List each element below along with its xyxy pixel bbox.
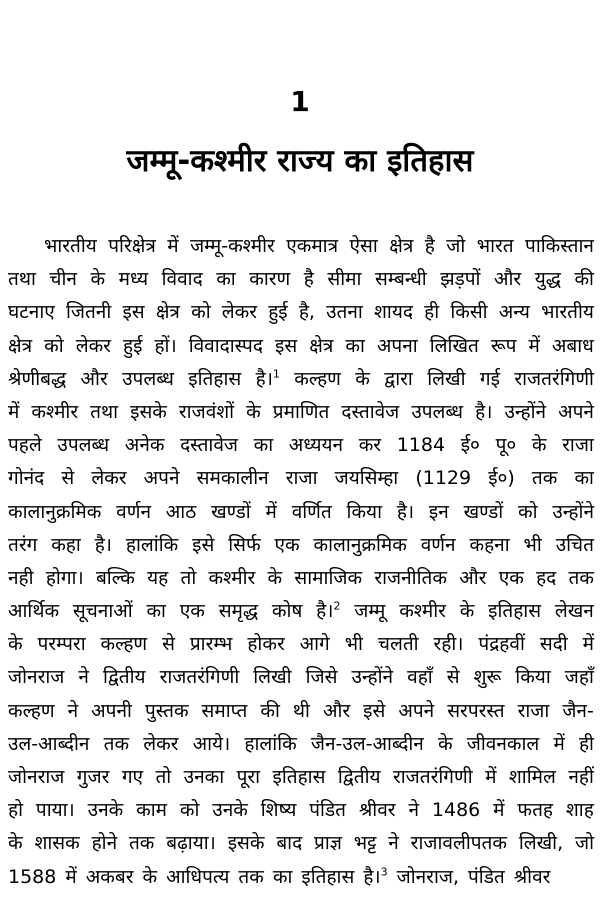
word: पंडित [468,865,505,888]
word: में [65,865,77,888]
word: होने [91,832,118,855]
word: इसे [363,699,386,722]
word: अपने [398,699,435,722]
word: बाद [276,832,303,855]
word: तक [568,566,594,589]
word: से [446,666,460,689]
word: भारत [476,235,514,257]
word: हालांकि [244,732,297,755]
word: हालांकि [125,533,179,556]
word: लेकर [143,732,179,755]
word: के [90,268,106,291]
text-line [8,263,594,296]
word: चीन [49,268,77,291]
word: ने [78,666,89,689]
word: की [260,699,280,722]
word: शुरू [473,666,502,689]
word: परम्परा [37,633,86,656]
word: खण्डों [463,500,504,523]
word: द्वितीय [102,666,146,689]
word: में [485,766,497,788]
word: भी [344,633,363,656]
word: आये। [192,732,231,755]
word: राजा [285,467,318,490]
word: द्वितीय [337,766,381,788]
word: काम [136,799,167,822]
word: गोनंद [8,467,45,490]
word: पुस्तक [144,699,189,722]
word: क्षेत्र [8,334,33,357]
word: शिष्य [260,799,297,822]
word: जहाँ [564,666,594,689]
word: क्षेत्र [389,235,414,257]
word: कहना [469,533,510,556]
word: लेखन [554,600,594,623]
text-line [8,496,594,529]
word: कल्हण [8,699,55,722]
word: ही [578,732,594,755]
word: जोनराज, [396,865,460,888]
word: राजतरंगिणी [392,766,473,788]
word: बल्कि [95,566,135,589]
word: का [216,268,236,291]
word: अपने [558,400,594,423]
word: सामाजिक [294,566,363,589]
word: हुई [122,334,143,357]
word: का [253,434,274,457]
word: श्रेणीबद्ध [8,367,67,390]
word: गए [121,766,144,788]
word: शाह [565,799,594,822]
word: जितनी [65,301,112,324]
word: जिसे [305,666,338,689]
word: उनके [212,799,248,822]
word: आठ [165,500,197,523]
word: एक [274,533,300,556]
word: कल्हण [294,367,341,390]
word: वहाँ [407,666,433,689]
word: हद [536,566,557,589]
word: में [553,732,565,755]
word: एक [498,566,524,589]
word: पंडित [309,799,346,822]
word: है, [298,301,315,324]
word: श्रीवर [358,799,396,822]
word: उल-आब्दीन [8,732,90,755]
word: है।$^2$ [316,599,341,623]
word: के [8,633,23,656]
word: हुई [268,301,288,324]
text-line [8,462,594,495]
text-line [8,429,594,462]
word: है।$^1$ [255,367,280,390]
word: में [528,334,540,357]
word: में [8,400,20,423]
word: परिक्षेत्र [108,235,156,257]
word: कोष [271,600,303,623]
text-line [8,861,594,894]
footnote-marker: 2 [333,599,341,613]
word: और [494,268,522,291]
word: शासक [34,832,80,855]
word: को [518,500,538,523]
word: सदी [539,633,568,656]
word: होकर [247,633,285,656]
word: को [191,301,211,324]
word: है। [396,500,415,523]
word: के [246,400,261,423]
word: लेकर [91,467,127,490]
word: तक [128,832,155,855]
word: उपलब्ध [122,367,174,390]
word: और [80,367,108,390]
text-line [8,761,594,794]
word: राजतरंगिणी [159,666,240,689]
word: इस [122,301,145,324]
word: अपना [376,334,418,357]
word: द्वारा [384,367,413,390]
text-line [8,728,594,761]
word: पंद्रहवीं [478,633,525,656]
word: पू० [495,434,517,457]
word: होगा। [45,566,84,589]
word: पाया। [35,799,75,822]
word: कहा [51,533,81,556]
word: में [493,799,505,822]
word: सरपरस्त [447,699,505,722]
word: के [267,566,283,589]
text-line [8,827,594,860]
word: को [179,799,200,822]
text-line [8,330,594,363]
word: आधिपत्य [166,865,230,888]
word: झड़पों [440,268,481,291]
word: बढ़ाया। [166,832,216,855]
word: भी [523,533,542,556]
text-line [8,794,594,827]
word: इसके [130,400,167,423]
word: अबाध [551,334,594,357]
word: किसी [450,301,488,324]
word: जो [574,832,594,855]
word: आर्थिक [8,600,60,623]
word: में [265,500,277,523]
word: श्रीवर [513,865,551,888]
word: राजतरंगिणी [514,367,594,390]
text-line [8,363,594,396]
word: और [459,566,487,589]
word: कश्मीर [208,566,256,589]
word: है। [94,533,112,556]
word: (1129 [415,467,472,490]
word: तक [103,732,130,755]
word: सूचनाओं [72,600,133,623]
word: जो [446,235,466,257]
word: क्षेत्र [309,334,334,357]
word: राजा [562,434,594,457]
text-line [8,628,594,661]
word: के [438,732,453,755]
word: लेकर [75,334,111,357]
word: रूप [490,334,517,357]
word: के [355,367,370,390]
chapter-title: जम्मू-कश्मीर राज्य का इतिहास [126,143,474,179]
body-paragraph [8,230,594,894]
word: गुजर [76,766,110,788]
word: अकबर [85,865,134,888]
word: को [44,334,64,357]
word: अनेक [124,434,165,457]
word: नहीं [568,766,594,788]
word: कारण [249,268,291,291]
word: समकालीन [196,467,269,490]
word: 1184 [396,434,446,457]
word: तरंग [8,533,38,556]
word: का [345,334,365,357]
word: कश्मीर [399,600,446,623]
word: से [162,633,175,656]
word: एक [179,600,205,623]
word: ने [408,799,420,822]
word: इतिहास [188,367,242,390]
word: ऐसा [349,235,378,257]
word: सम्बन्धी [374,268,427,291]
word: कश्मीर [31,400,79,423]
word: उतना [326,301,363,324]
word: उन्होंने [552,500,594,523]
word: राजनीतिक [374,566,447,589]
word: शायद [374,301,413,324]
word: समृद्ध [218,600,259,623]
word: जीवनकाल [466,732,540,755]
word: उनका [183,766,225,788]
word: लिखित [429,334,479,357]
word: उपलब्ध [411,400,464,423]
word: कालानुक्रमिक [313,533,407,556]
word: घटनाए [8,301,55,324]
word: जैन- [562,699,594,722]
word: किया [515,666,551,689]
word: दस्तावेज [180,434,238,457]
word: अपनी [91,699,132,722]
word: ने [67,699,79,722]
word: उचित [555,533,594,556]
word: लेकर [221,301,258,324]
word: के [8,832,23,855]
word: राजवंशों [178,400,235,423]
word: सीमा [327,268,362,291]
text-line [8,230,594,263]
word: इतिहास [272,766,326,788]
text-line [8,661,594,694]
word: ने [388,832,399,855]
word: पूरा [236,766,261,788]
word: रही। [433,633,464,656]
word: विवादास्पद [188,334,263,357]
word: पाकिस्तान [525,235,594,257]
word: चलती [377,633,419,656]
word: की [574,268,594,291]
word: लिखी [253,666,292,689]
word: जयसिम्हा [334,467,399,490]
word: उन्होंने [351,666,394,689]
word: तथा [90,400,119,423]
word: के [142,865,158,888]
chapter-number: 1 [290,85,310,118]
word: शामिल [508,766,556,788]
word: तक [531,467,558,490]
word: ई० [460,434,480,457]
word: के [459,600,475,623]
text-line [8,562,594,595]
word: जम्मू-कश्मीर [190,235,275,257]
word: सिर्फ [228,533,261,556]
word: भारतीय [44,235,97,257]
word: खण्डों [211,500,251,523]
word: तथा [8,268,36,291]
word: का [574,467,594,490]
word: 1588 [8,865,57,888]
word: वर्णन [116,500,151,523]
word: है [424,235,435,257]
word: तो [180,566,197,589]
word: प्रमाणित [272,400,330,423]
word: किया [346,500,383,523]
word: कर [358,434,382,457]
word: 1486 [431,799,481,822]
footnote-marker: 1 [272,367,280,381]
text-line [8,695,594,728]
word: ई०) [488,467,515,490]
word: इस [274,334,298,357]
word: का [272,865,293,888]
word: गई [479,367,500,390]
word: प्राज्ञ [314,832,342,855]
word: पहले [8,434,42,457]
word: वर्णन [420,533,456,556]
word: में [167,235,179,257]
word: आगे [299,633,330,656]
word: के [531,434,547,457]
word: और [322,699,351,722]
word: उनके [87,799,124,822]
word: भारतीय [541,301,594,324]
word: उन्होंने [504,400,547,423]
word: उपलब्ध [57,434,110,457]
text-line [8,396,594,429]
word: एकमात्र [286,235,339,257]
word: राजावलीपतक [410,832,507,855]
word: कल्हण [100,633,148,656]
word: अध्ययन [288,434,344,457]
text-line [8,595,594,628]
word: में [582,633,594,656]
word: है [303,268,314,291]
word: नही [8,566,34,589]
word: प्रारम्भ [189,633,233,656]
word: तो [155,766,172,788]
word: समाप्त [201,699,248,722]
word: जम्मू [354,600,386,623]
word: विवाद [161,268,203,291]
word: दस्तावेज [341,400,400,423]
word: इसे [192,533,215,556]
text-line [8,296,594,329]
text-line [8,529,594,562]
word: लिखी [427,367,466,390]
word: मध्य [118,268,149,291]
word: फतह [517,799,553,822]
word: लिखी, [518,832,564,855]
word: से [61,467,75,490]
word: इतिहास [488,600,542,623]
word: जोनराज [8,766,65,788]
word: थी [292,699,310,722]
word: तक [238,865,264,888]
word: हों। [154,334,177,357]
word: इतिहास [301,865,355,888]
word: है। [475,400,493,423]
word: इसके [227,832,265,855]
word: यह [147,566,169,589]
word: भट्ट [353,832,377,855]
word: वर्णित [291,500,332,523]
word: युद्ध [534,268,561,291]
word: अपने [143,467,180,490]
word: जोनराज [8,666,65,689]
word: अन्य [498,301,530,324]
word: का [146,600,166,623]
footnote-marker: 3 [380,865,388,879]
word: जैन-उल-आब्दीन [310,732,424,755]
word: कालानुक्रमिक [8,500,102,523]
word: हो [8,799,24,822]
word: राजा [517,699,550,722]
word: ही [424,301,440,324]
word: है।$^3$ [363,865,388,888]
word: इन [428,500,449,523]
word: क्षेत्र [155,301,180,324]
